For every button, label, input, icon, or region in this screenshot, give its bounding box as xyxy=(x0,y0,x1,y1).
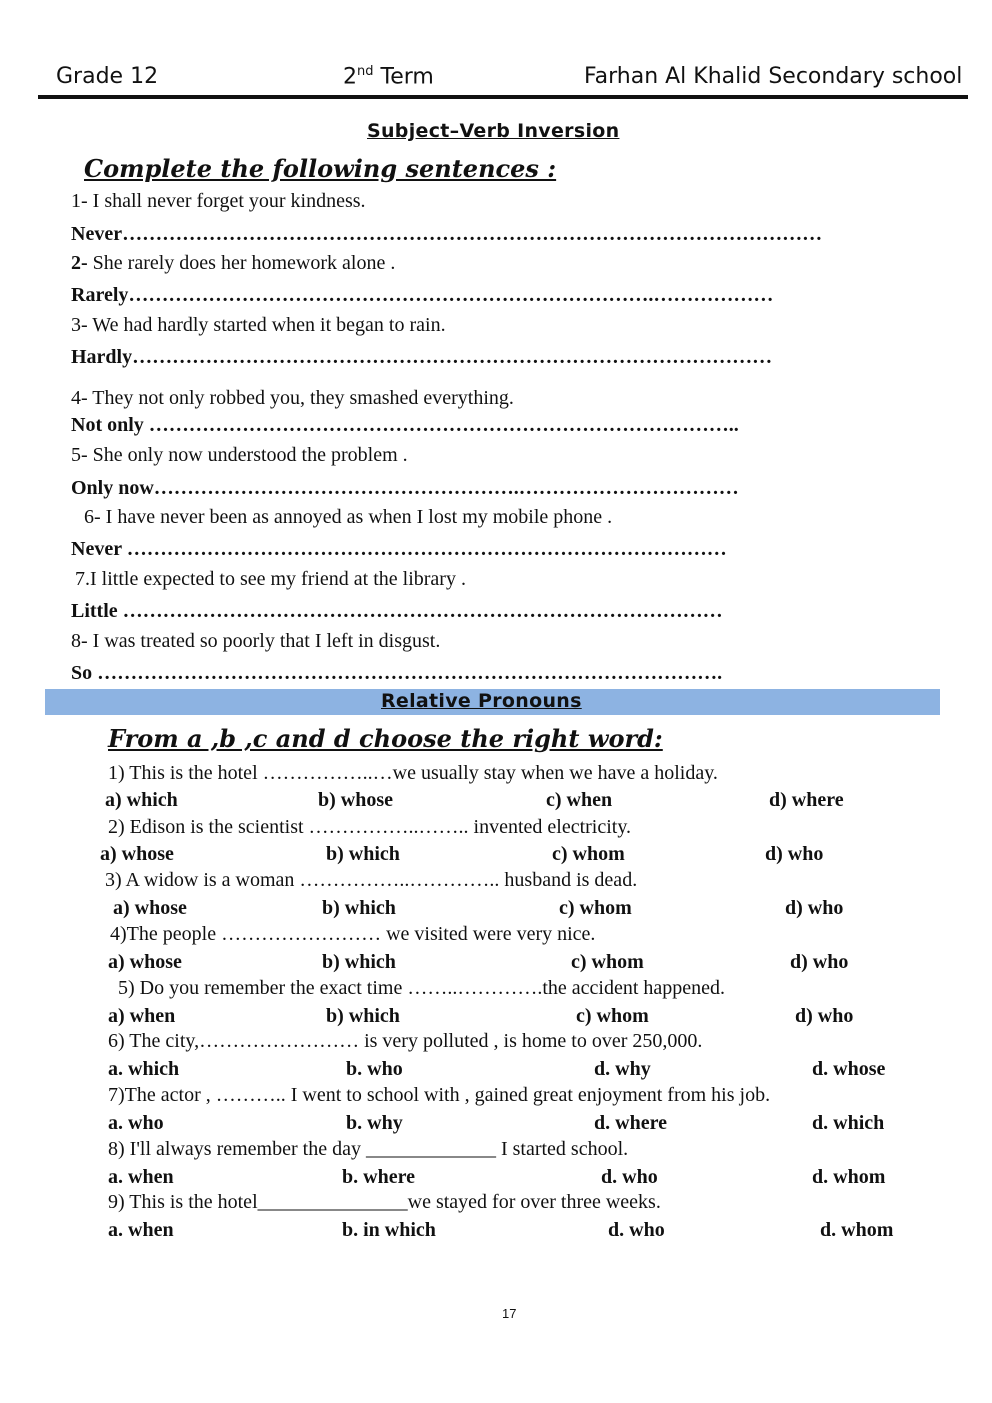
inversion-answer-line[interactable]: Hardly…………………………………………………………………………………… xyxy=(71,346,773,368)
mcq-option[interactable]: d. whom xyxy=(820,1219,894,1241)
inversion-question: 3- We had hardly started when it began to rain. xyxy=(71,314,446,336)
inversion-question: 4- They not only robbed you, they smashed everything. xyxy=(71,387,514,409)
mcq-option[interactable]: a. which xyxy=(108,1058,180,1080)
instruction-choose: From a ,b ,c and d choose the right word: xyxy=(108,724,663,753)
mcq-option[interactable]: b) which xyxy=(322,951,396,973)
mcq-option[interactable]: b) which xyxy=(326,843,400,865)
term-word: Term xyxy=(373,64,434,90)
inversion-question: 7.I little expected to see my friend at the library . xyxy=(75,568,466,590)
inversion-question: 5- She only now understood the problem . xyxy=(71,444,408,466)
mcq-option[interactable]: c) whom xyxy=(576,1005,649,1027)
mcq-question: 7)The actor , ……….. I went to school with , gained great enjoyment from his job. xyxy=(108,1084,771,1106)
mcq-question: 3) A widow is a woman ……………..………….. husband is dead. xyxy=(105,869,638,891)
mcq-question: 6) The city,…………………… is very polluted , is home to over 250,000. xyxy=(108,1030,703,1052)
mcq-option[interactable]: d. whom xyxy=(812,1166,886,1188)
mcq-question: 8) I'll always remember the day _____________ I started school. xyxy=(108,1138,629,1160)
mcq-option[interactable]: a) whose xyxy=(100,843,174,865)
mcq-option[interactable]: c) whom xyxy=(571,951,644,973)
mcq-question: 5) Do you remember the exact time ……..………….the accident happened. xyxy=(118,977,726,999)
inversion-answer-line[interactable]: Little ……………………………………………………………………………… xyxy=(71,600,723,622)
mcq-option[interactable]: d) who xyxy=(790,951,849,973)
mcq-question: 9) This is the hotel_______________we stayed for over three weeks. xyxy=(108,1191,661,1213)
mcq-option[interactable]: a. when xyxy=(108,1166,174,1188)
inversion-answer-line[interactable]: Never…………………………………………………………………………………………… xyxy=(71,223,823,245)
mcq-option[interactable]: d. who xyxy=(608,1219,665,1241)
mcq-option[interactable]: d. who xyxy=(601,1166,658,1188)
term-suffix: nd xyxy=(357,64,374,79)
question-text: She rarely does her homework alone . xyxy=(87,252,396,274)
mcq-option[interactable]: c) whom xyxy=(559,897,632,919)
mcq-option[interactable]: b) which xyxy=(322,897,396,919)
mcq-option[interactable]: a. when xyxy=(108,1219,174,1241)
inversion-answer-line[interactable]: Rarely…………………………………………………………………….……………… xyxy=(71,284,774,306)
mcq-option[interactable]: d) who xyxy=(795,1005,854,1027)
term-number: 2 xyxy=(343,64,357,90)
term-label xyxy=(343,64,434,89)
mcq-option[interactable]: b. who xyxy=(346,1058,403,1080)
mcq-option[interactable]: b. why xyxy=(346,1112,403,1134)
section-title-inversion: Subject–Verb Inversion xyxy=(367,120,620,142)
mcq-option[interactable]: b) whose xyxy=(318,789,394,811)
mcq-option[interactable]: b. in which xyxy=(342,1219,436,1241)
mcq-question: 1) This is the hotel ……………..…we usually stay when we have a holiday. xyxy=(108,762,718,784)
mcq-option[interactable]: a) which xyxy=(105,789,178,811)
inversion-question: 1- I shall never forget your kindness. xyxy=(71,190,366,212)
mcq-option[interactable]: d. where xyxy=(594,1112,667,1134)
instruction-complete: Complete the following sentences : xyxy=(84,154,557,183)
mcq-option[interactable]: d) where xyxy=(769,789,844,811)
mcq-option[interactable]: a) whose xyxy=(113,897,187,919)
inversion-question: 6- I have never been as annoyed as when I lost my mobile phone . xyxy=(84,506,613,528)
school-name: Farhan Al Khalid Secondary school xyxy=(584,64,963,89)
question-number: 2- xyxy=(71,252,88,274)
mcq-option[interactable]: d. why xyxy=(594,1058,651,1080)
mcq-question: 2) Edison is the scientist ……………..…….. invented electricity. xyxy=(108,816,632,838)
mcq-option[interactable]: a. who xyxy=(108,1112,164,1134)
header-rule xyxy=(38,95,968,99)
inversion-answer-line[interactable]: So …………………………………………………………………………………. xyxy=(71,662,723,684)
section-title-relative-pronouns: Relative Pronouns xyxy=(381,690,582,712)
inversion-answer-line[interactable]: Not only …………………………………………………………………………….. xyxy=(71,414,739,436)
mcq-option[interactable]: d. whose xyxy=(812,1058,886,1080)
mcq-option[interactable]: a) whose xyxy=(108,951,182,973)
inversion-question: 8- I was treated so poorly that I left in disgust. xyxy=(71,630,441,652)
mcq-option[interactable]: c) when xyxy=(546,789,613,811)
inversion-answer-line[interactable]: Only now……………………………………………….…………………………… xyxy=(71,477,739,499)
mcq-option[interactable]: b. where xyxy=(342,1166,415,1188)
mcq-option[interactable]: d) who xyxy=(765,843,824,865)
inversion-answer-line[interactable]: Never ……………………………………………………………………………… xyxy=(71,538,727,560)
mcq-option[interactable]: a) when xyxy=(108,1005,176,1027)
mcq-option[interactable]: d) who xyxy=(785,897,844,919)
inversion-question xyxy=(71,252,395,275)
mcq-option[interactable]: b) which xyxy=(326,1005,400,1027)
mcq-question: 4)The people …………………… we visited were very nice. xyxy=(110,923,596,945)
grade-label: Grade 12 xyxy=(56,64,159,89)
mcq-option[interactable]: d. which xyxy=(812,1112,885,1134)
page-number: 17 xyxy=(502,1306,517,1321)
mcq-option[interactable]: c) whom xyxy=(552,843,625,865)
